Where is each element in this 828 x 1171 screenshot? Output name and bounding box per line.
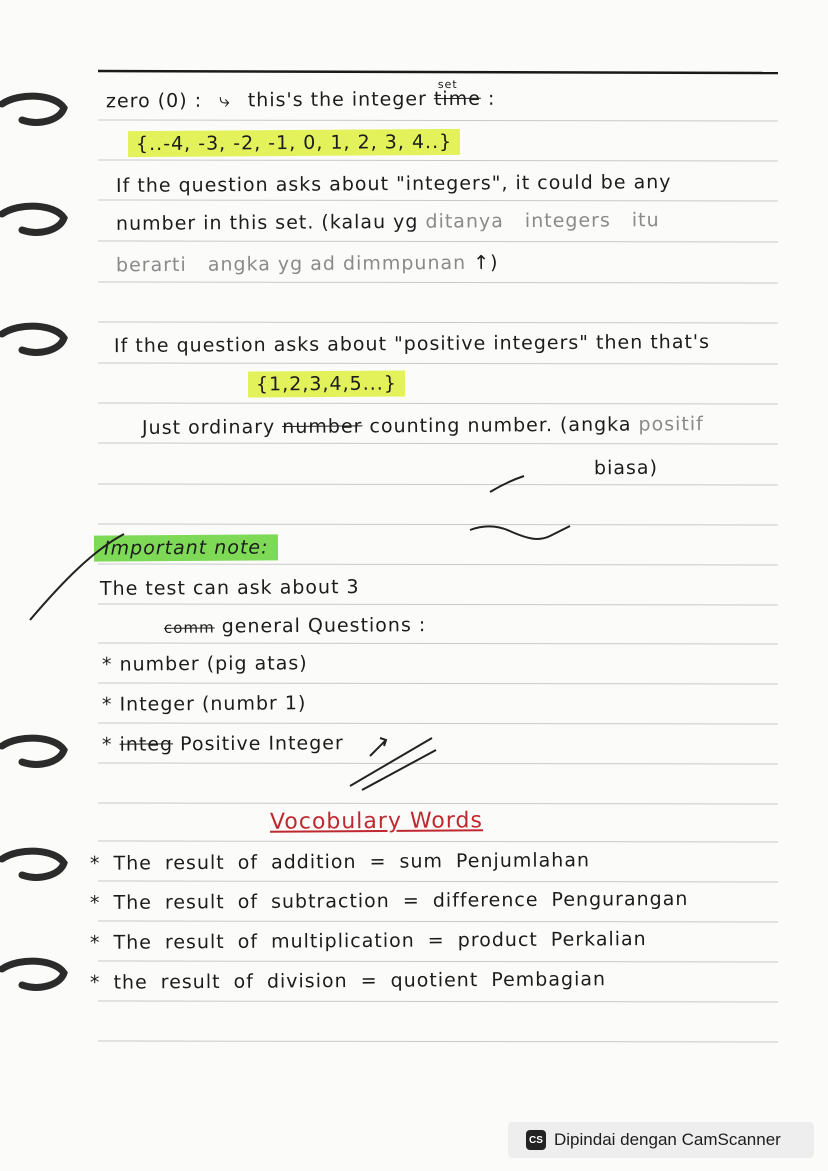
counting-number-text: counting number. (angka [369,413,632,438]
number-in-set-text: number in this set. (kalau yg [115,210,419,235]
itu-text: itu [631,209,660,232]
vocab-item-subtraction: * The result of subtraction = difference Pengurangan [89,887,689,915]
vocab-item-addition: * The result of addition = sum Penjumlahan [89,849,591,875]
struck-word: time [433,87,481,111]
zero-label: zero (0) : [105,89,203,113]
berarti-text: berarti [115,253,187,277]
positive-integer-text: Positive Integer [180,732,344,756]
binder-ring-icon [0,200,70,244]
camscanner-logo-icon: CS [526,1130,546,1150]
note-line-positive-question: If the question asks about "positive integers" then that's [113,330,711,358]
binder-ring-icon [0,732,70,776]
note-line-general-questions [164,613,426,640]
integer-set [128,130,460,156]
general-questions-text: general Questions : [221,614,427,638]
note-line-number-in-set [116,208,660,236]
binder-ring-icon [0,955,70,999]
note-line-biasa: biasa) [593,456,659,480]
scribble-mark-icon [486,470,536,498]
note-line-zero [105,77,496,114]
colon: : [487,87,496,110]
set-insert: set [437,77,458,92]
list-item-positive-integer [102,731,344,757]
scribble-mark-icon [466,518,576,554]
bullet-icon: * [101,733,113,756]
struck-word: number [282,415,363,438]
binder-ring-icon [0,90,70,134]
ditanya-text: ditanya [425,210,504,233]
camscanner-watermark [508,1122,814,1158]
list-item-integer: * Integer (numbr 1) [101,692,307,716]
list-item-number: * number (pig atas) [101,652,308,676]
binder-ring-icon [0,845,70,889]
integers-quoted-text: integers [524,209,611,233]
note-line-berarti [116,251,499,278]
struck-word: comm [163,618,215,637]
vocab-item-division: * the result of division = quotient Pembagian [89,968,607,994]
integer-set-highlight: {..-4, -3, -2, -1, 0, 1, 2, 3, 4..} [128,129,460,157]
angka-text: angka yg ad dimmpunan [207,251,467,276]
note-line-integers-question: If the question asks about "integers", it could be any [115,171,672,197]
vocabulary-title: Vocobulary Words [269,808,484,835]
curved-arrow-icon: ⤷ [219,89,231,112]
just-ordinary-text: Just ordinary [141,416,276,439]
double-slash-icon [340,728,440,792]
note-line-counting-number [142,412,704,440]
positive-integer-set [248,371,405,396]
binder-ring-icon [0,320,70,364]
important-note-highlight: Important note: [94,534,279,561]
watermark-text: Dipindai dengan CamScanner [554,1130,781,1149]
struck-word: integ [119,733,174,756]
up-arrow-icon: ↑) [473,251,499,274]
positive-set-highlight: {1,2,3,4,5...} [248,370,405,397]
note-line-test-can-ask: The test can ask about 3 [99,576,360,600]
vocab-item-multiplication: * The result of multiplication = product Perkalian [89,928,647,954]
positif-text: positif [638,413,704,436]
integer-set-text: this's the integer [247,88,427,112]
